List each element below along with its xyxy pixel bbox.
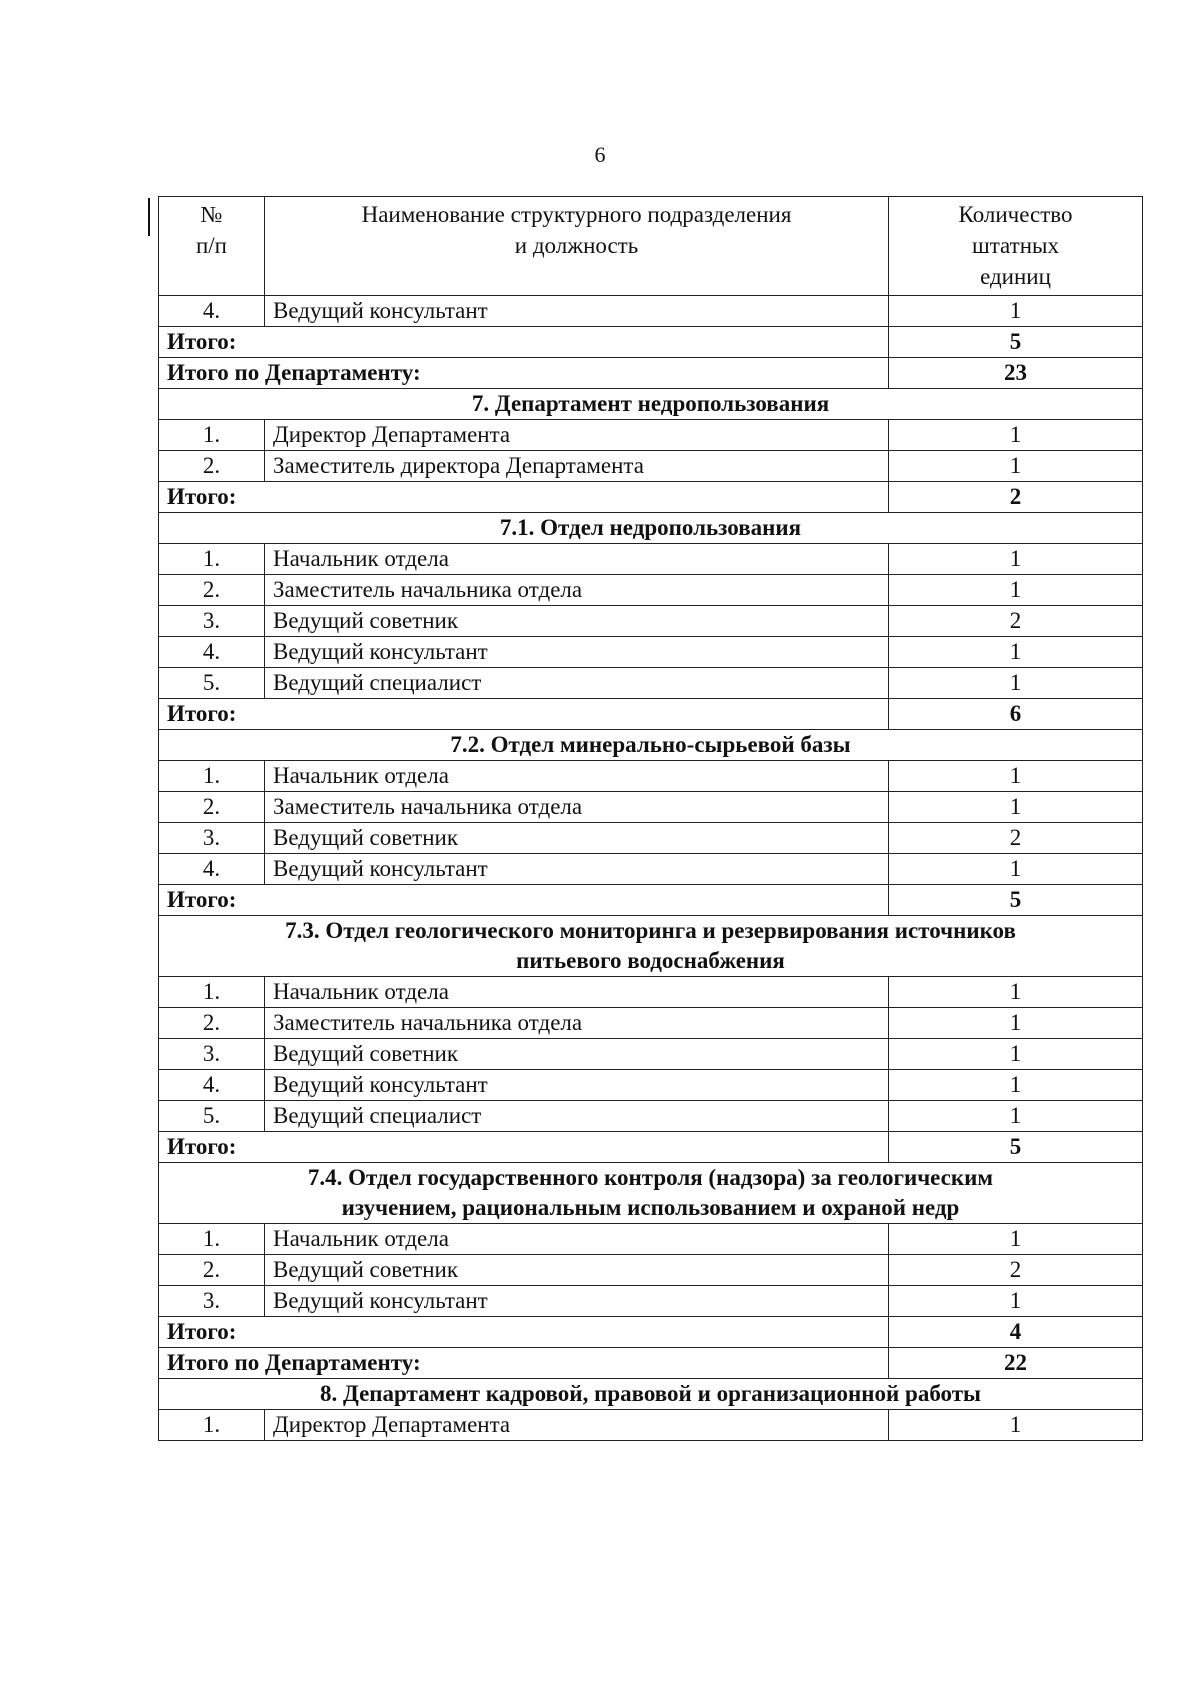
header-name-line-2: и должность xyxy=(514,233,639,258)
row-number: 4. xyxy=(159,637,265,668)
table-row xyxy=(159,1224,1143,1255)
row-position-name: Ведущий советник xyxy=(265,1255,889,1286)
row-position-name: Начальник отдела xyxy=(265,761,889,792)
table-row xyxy=(159,854,1143,885)
row-quantity: 1 xyxy=(889,761,1143,792)
table-row xyxy=(159,792,1143,823)
section-heading xyxy=(159,1163,1143,1224)
section-heading-line: 7.2. Отдел минерально-сырьевой базы xyxy=(450,732,851,757)
section-heading xyxy=(159,916,1143,977)
header-number-cell xyxy=(159,197,265,296)
header-number-line-2: п/п xyxy=(195,233,227,258)
row-quantity: 1 xyxy=(889,637,1143,668)
row-quantity: 1 xyxy=(889,1070,1143,1101)
section-heading-line: питьевого водоснабжения xyxy=(516,948,785,973)
total-value: 4 xyxy=(889,1317,1143,1348)
header-quantity-cell xyxy=(889,197,1143,296)
total-value: 6 xyxy=(889,699,1143,730)
row-position-name: Заместитель начальника отдела xyxy=(265,792,889,823)
header-quantity-line-2: штатных xyxy=(972,233,1059,258)
header-quantity-line-1: Количество xyxy=(958,202,1073,227)
table-row xyxy=(159,1255,1143,1286)
table-row xyxy=(159,637,1143,668)
row-number: 1. xyxy=(159,420,265,451)
table-row xyxy=(159,420,1143,451)
row-position-name: Ведущий советник xyxy=(265,606,889,637)
row-position-name: Ведущий специалист xyxy=(265,1101,889,1132)
table-row xyxy=(159,668,1143,699)
header-number-line-1: № xyxy=(200,202,223,227)
row-number: 1. xyxy=(159,761,265,792)
section-heading xyxy=(159,513,1143,544)
table-row xyxy=(159,1070,1143,1101)
page-number: 6 xyxy=(594,142,606,167)
row-number: 2. xyxy=(159,575,265,606)
total-label: Итого: xyxy=(159,327,889,358)
section-heading xyxy=(159,1379,1143,1410)
total-value: 23 xyxy=(889,358,1143,389)
row-quantity: 1 xyxy=(889,668,1143,699)
row-quantity: 2 xyxy=(889,1255,1143,1286)
staffing-table-body xyxy=(159,197,1143,1441)
total-label: Итого: xyxy=(159,1132,889,1163)
row-position-name: Заместитель начальника отдела xyxy=(265,1008,889,1039)
table-row xyxy=(159,977,1143,1008)
row-position-name: Заместитель начальника отдела xyxy=(265,575,889,606)
table-row xyxy=(159,761,1143,792)
row-quantity: 1 xyxy=(889,1039,1143,1070)
table-row xyxy=(159,1101,1143,1132)
row-number: 2. xyxy=(159,792,265,823)
row-number: 2. xyxy=(159,1255,265,1286)
header-quantity-line-3: единиц xyxy=(980,264,1051,289)
section-heading xyxy=(159,389,1143,420)
row-quantity: 1 xyxy=(889,296,1143,327)
row-position-name: Директор Департамента xyxy=(265,1410,889,1441)
table-row xyxy=(159,296,1143,327)
row-number: 1. xyxy=(159,1224,265,1255)
total-row xyxy=(159,327,1143,358)
total-row xyxy=(159,358,1143,389)
table-row xyxy=(159,823,1143,854)
row-quantity: 1 xyxy=(889,977,1143,1008)
row-position-name: Ведущий консультант xyxy=(265,1070,889,1101)
section-heading-row xyxy=(159,1163,1143,1224)
row-position-name: Ведущий консультант xyxy=(265,637,889,668)
row-position-name: Начальник отдела xyxy=(265,977,889,1008)
total-value: 5 xyxy=(889,327,1143,358)
row-number: 1. xyxy=(159,977,265,1008)
total-row xyxy=(159,1348,1143,1379)
header-name-cell xyxy=(265,197,889,296)
total-value: 5 xyxy=(889,885,1143,916)
row-number: 4. xyxy=(159,296,265,327)
row-position-name: Начальник отдела xyxy=(265,1224,889,1255)
total-value: 2 xyxy=(889,482,1143,513)
total-value: 5 xyxy=(889,1132,1143,1163)
row-number: 3. xyxy=(159,1286,265,1317)
section-heading-row xyxy=(159,1379,1143,1410)
total-label: Итого: xyxy=(159,1317,889,1348)
section-heading-row xyxy=(159,513,1143,544)
table-row xyxy=(159,451,1143,482)
row-quantity: 1 xyxy=(889,1008,1143,1039)
table-row xyxy=(159,606,1143,637)
row-position-name: Директор Департамента xyxy=(265,420,889,451)
row-number: 3. xyxy=(159,1039,265,1070)
margin-mark xyxy=(148,198,150,236)
table-row xyxy=(159,544,1143,575)
table-row xyxy=(159,1039,1143,1070)
section-heading-line: 8. Департамент кадровой, правовой и организационной работы xyxy=(319,1381,981,1406)
table-header-row xyxy=(159,197,1143,296)
row-number: 3. xyxy=(159,823,265,854)
total-label: Итого по Департаменту: xyxy=(159,1348,889,1379)
row-quantity: 1 xyxy=(889,420,1143,451)
row-number: 5. xyxy=(159,668,265,699)
row-position-name: Ведущий советник xyxy=(265,823,889,854)
section-heading-line: 7.4. Отдел государственного контроля (надзора) за геологическим xyxy=(307,1165,994,1190)
section-heading-row xyxy=(159,389,1143,420)
total-value: 22 xyxy=(889,1348,1143,1379)
row-quantity: 1 xyxy=(889,544,1143,575)
total-row xyxy=(159,885,1143,916)
row-number: 4. xyxy=(159,1070,265,1101)
staffing-table xyxy=(158,196,1143,1441)
row-quantity: 1 xyxy=(889,575,1143,606)
row-number: 1. xyxy=(159,1410,265,1441)
row-quantity: 1 xyxy=(889,1410,1143,1441)
row-number: 5. xyxy=(159,1101,265,1132)
total-label: Итого: xyxy=(159,482,889,513)
row-quantity: 1 xyxy=(889,1101,1143,1132)
row-number: 3. xyxy=(159,606,265,637)
table-row xyxy=(159,575,1143,606)
row-number: 2. xyxy=(159,1008,265,1039)
row-quantity: 1 xyxy=(889,854,1143,885)
table-row xyxy=(159,1410,1143,1441)
row-position-name: Ведущий консультант xyxy=(265,854,889,885)
row-quantity: 2 xyxy=(889,823,1143,854)
total-row xyxy=(159,482,1143,513)
section-heading-line: 7. Департамент недропользования xyxy=(471,391,830,416)
section-heading-line: 7.3. Отдел геологического мониторинга и резервирования источников xyxy=(285,918,1016,943)
total-label: Итого: xyxy=(159,699,889,730)
row-position-name: Заместитель директора Департамента xyxy=(265,451,889,482)
row-quantity: 1 xyxy=(889,1224,1143,1255)
table-row xyxy=(159,1008,1143,1039)
total-label: Итого: xyxy=(159,885,889,916)
row-position-name: Ведущий советник xyxy=(265,1039,889,1070)
row-number: 4. xyxy=(159,854,265,885)
row-number: 1. xyxy=(159,544,265,575)
row-quantity: 1 xyxy=(889,792,1143,823)
section-heading-row xyxy=(159,730,1143,761)
row-position-name: Ведущий консультант xyxy=(265,1286,889,1317)
section-heading-line: 7.1. Отдел недропользования xyxy=(499,515,802,540)
row-number: 2. xyxy=(159,451,265,482)
total-label: Итого по Департаменту: xyxy=(159,358,889,389)
section-heading-line: изучением, рациональным использованием и охраной недр xyxy=(341,1195,960,1220)
header-name-line-1: Наименование структурного подразделения xyxy=(361,202,792,227)
row-quantity: 2 xyxy=(889,606,1143,637)
row-position-name: Начальник отдела xyxy=(265,544,889,575)
row-position-name: Ведущий консультант xyxy=(265,296,889,327)
table-row xyxy=(159,1286,1143,1317)
total-row xyxy=(159,1317,1143,1348)
total-row xyxy=(159,1132,1143,1163)
section-heading xyxy=(159,730,1143,761)
total-row xyxy=(159,699,1143,730)
section-heading-row xyxy=(159,916,1143,977)
row-quantity: 1 xyxy=(889,1286,1143,1317)
row-position-name: Ведущий специалист xyxy=(265,668,889,699)
row-quantity: 1 xyxy=(889,451,1143,482)
